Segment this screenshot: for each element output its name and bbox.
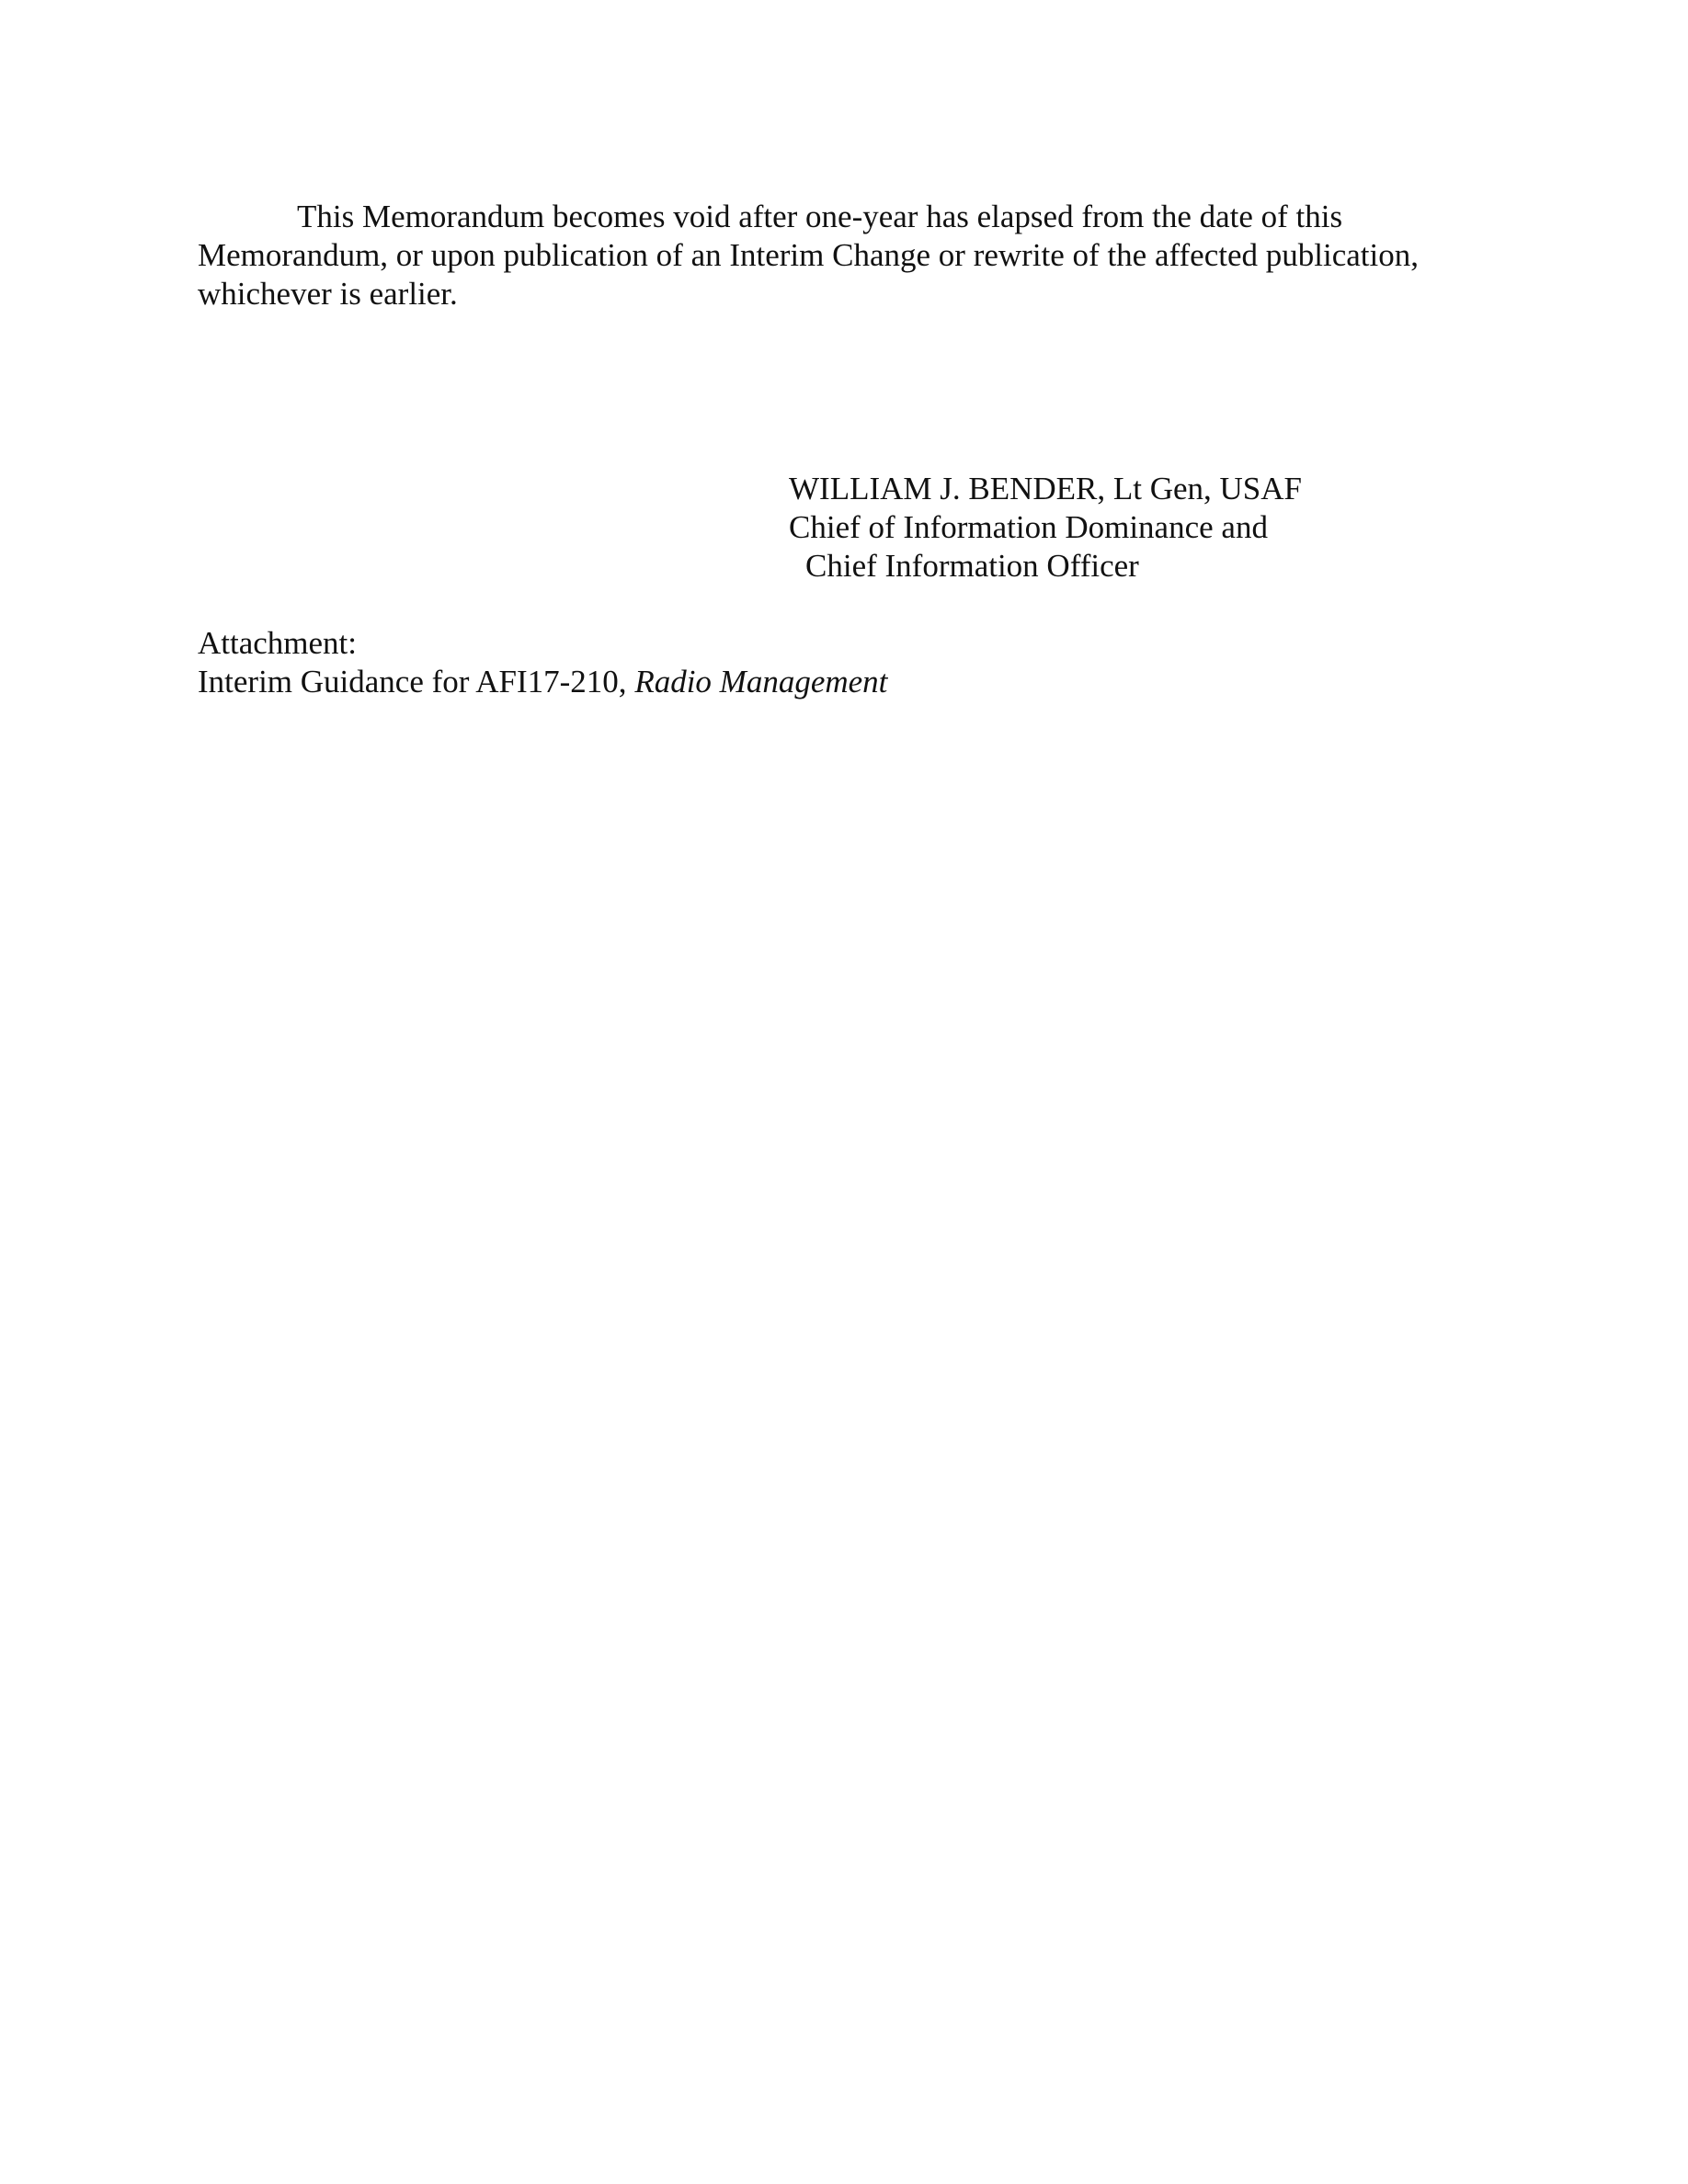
- signatory-name: WILLIAM J. BENDER, Lt Gen, USAF: [789, 471, 1303, 506]
- paragraph-line-1: This Memorandum becomes void after one-year has elapsed from the date of this: [297, 199, 1343, 234]
- attachment-block: [198, 624, 887, 701]
- signatory-title-line-2: Chief Information Officer: [805, 548, 1139, 584]
- attachment-item-title: Radio Management: [634, 664, 888, 700]
- attachment-item-prefix: Interim Guidance for AFI17-210,: [198, 664, 635, 700]
- paragraph-line-2: Memorandum, or upon publication of an Interim Change or rewrite of the affected publication,: [198, 237, 1419, 273]
- attachment-label: Attachment:: [198, 625, 358, 661]
- attachment-item: [198, 663, 887, 701]
- paragraph-line-3: whichever is earlier.: [198, 276, 458, 312]
- signatory-title-line-1: Chief of Information Dominance and: [789, 509, 1268, 545]
- signature-block: [789, 470, 1302, 586]
- memorandum-validity-paragraph: [198, 198, 1503, 313]
